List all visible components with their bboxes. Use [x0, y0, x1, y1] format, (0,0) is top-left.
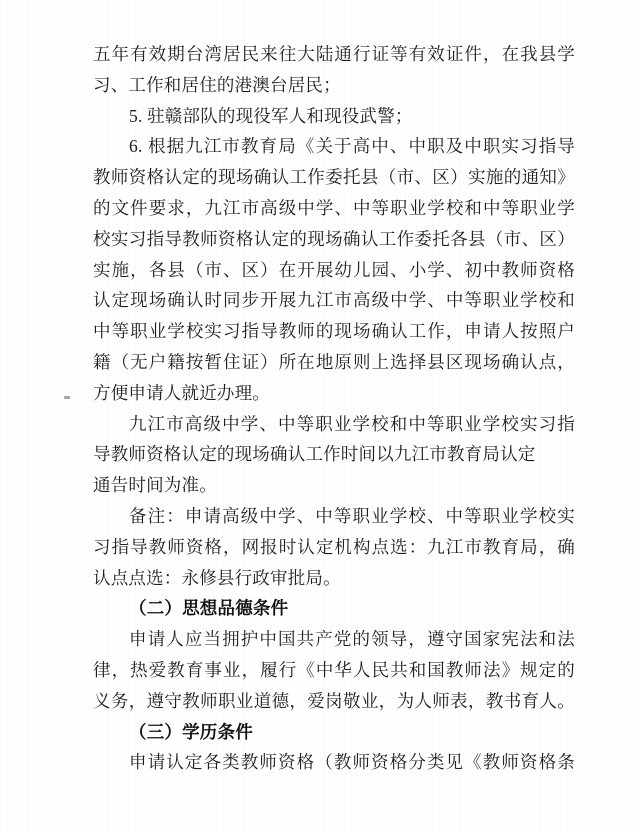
text-line: 中等职业学校实习指导教师的现场确认工作，申请人按照户	[93, 321, 575, 342]
text-line: 籍（无户籍按暂住证）所在地原则上选择县区现场确认点，	[93, 351, 575, 372]
note-line: 认点点选：永修县行政审批局。	[93, 567, 341, 588]
text-line: 习、工作和居住的港澳台居民；	[93, 74, 341, 95]
text-line: 校实习指导教师资格认定的现场确认工作委托各县（市、区）	[93, 228, 575, 249]
text-line: 导教师资格认定的现场确认工作时间以九江市教育局认定	[93, 444, 536, 465]
note-line: 备注：申请高级中学、中等职业学校、中等职业学校实	[129, 505, 575, 526]
text-line: 教师资格认定的现场确认工作委托县（市、区）实施的通知》	[93, 167, 575, 188]
scan-artifact-dot	[64, 396, 70, 399]
document-text-block	[93, 39, 575, 778]
text-line: 义务，遵守教师职业道德，爱岗敬业，为人师表，教书育人。	[93, 690, 575, 711]
text-line: 的文件要求，九江市高级中学、中等职业学校和中等职业学	[93, 197, 575, 218]
text-line: 认定现场确认时同步开展九江市高级中学、中等职业学校和	[93, 290, 575, 311]
text-line: 律，热爱教育事业，履行《中华人民共和国教师法》规定的	[93, 659, 575, 680]
note-line: 习指导教师资格，网报时认定机构点选：九江市教育局，确	[93, 536, 575, 557]
section-heading-education: （三）学历条件	[129, 721, 253, 742]
text-line: 九江市高级中学、中等职业学校和中等职业学校实习指	[129, 413, 575, 434]
text-line: 方便申请人就近办理。	[93, 382, 270, 403]
text-line: 通告时间为准。	[93, 475, 217, 496]
text-line: 五年有效期台湾居民来往大陆通行证等有效证件，在我县学	[93, 44, 575, 64]
list-item-5: 5. 驻赣部队的现役军人和现役武警；	[129, 105, 413, 126]
section-heading-ideology: （二）思想品德条件	[129, 598, 289, 619]
list-item-6: 6. 根据九江市教育局《关于高中、中职及中职实习指导	[129, 136, 575, 157]
text-line: 申请人应当拥护中国共产党的领导，遵守国家宪法和法	[129, 629, 575, 650]
text-line: 申请认定各类教师资格（教师资格分类见《教师资格条	[129, 752, 575, 773]
text-line: 实施，各县（市、区）在开展幼儿园、小学、初中教师资格	[93, 259, 575, 280]
